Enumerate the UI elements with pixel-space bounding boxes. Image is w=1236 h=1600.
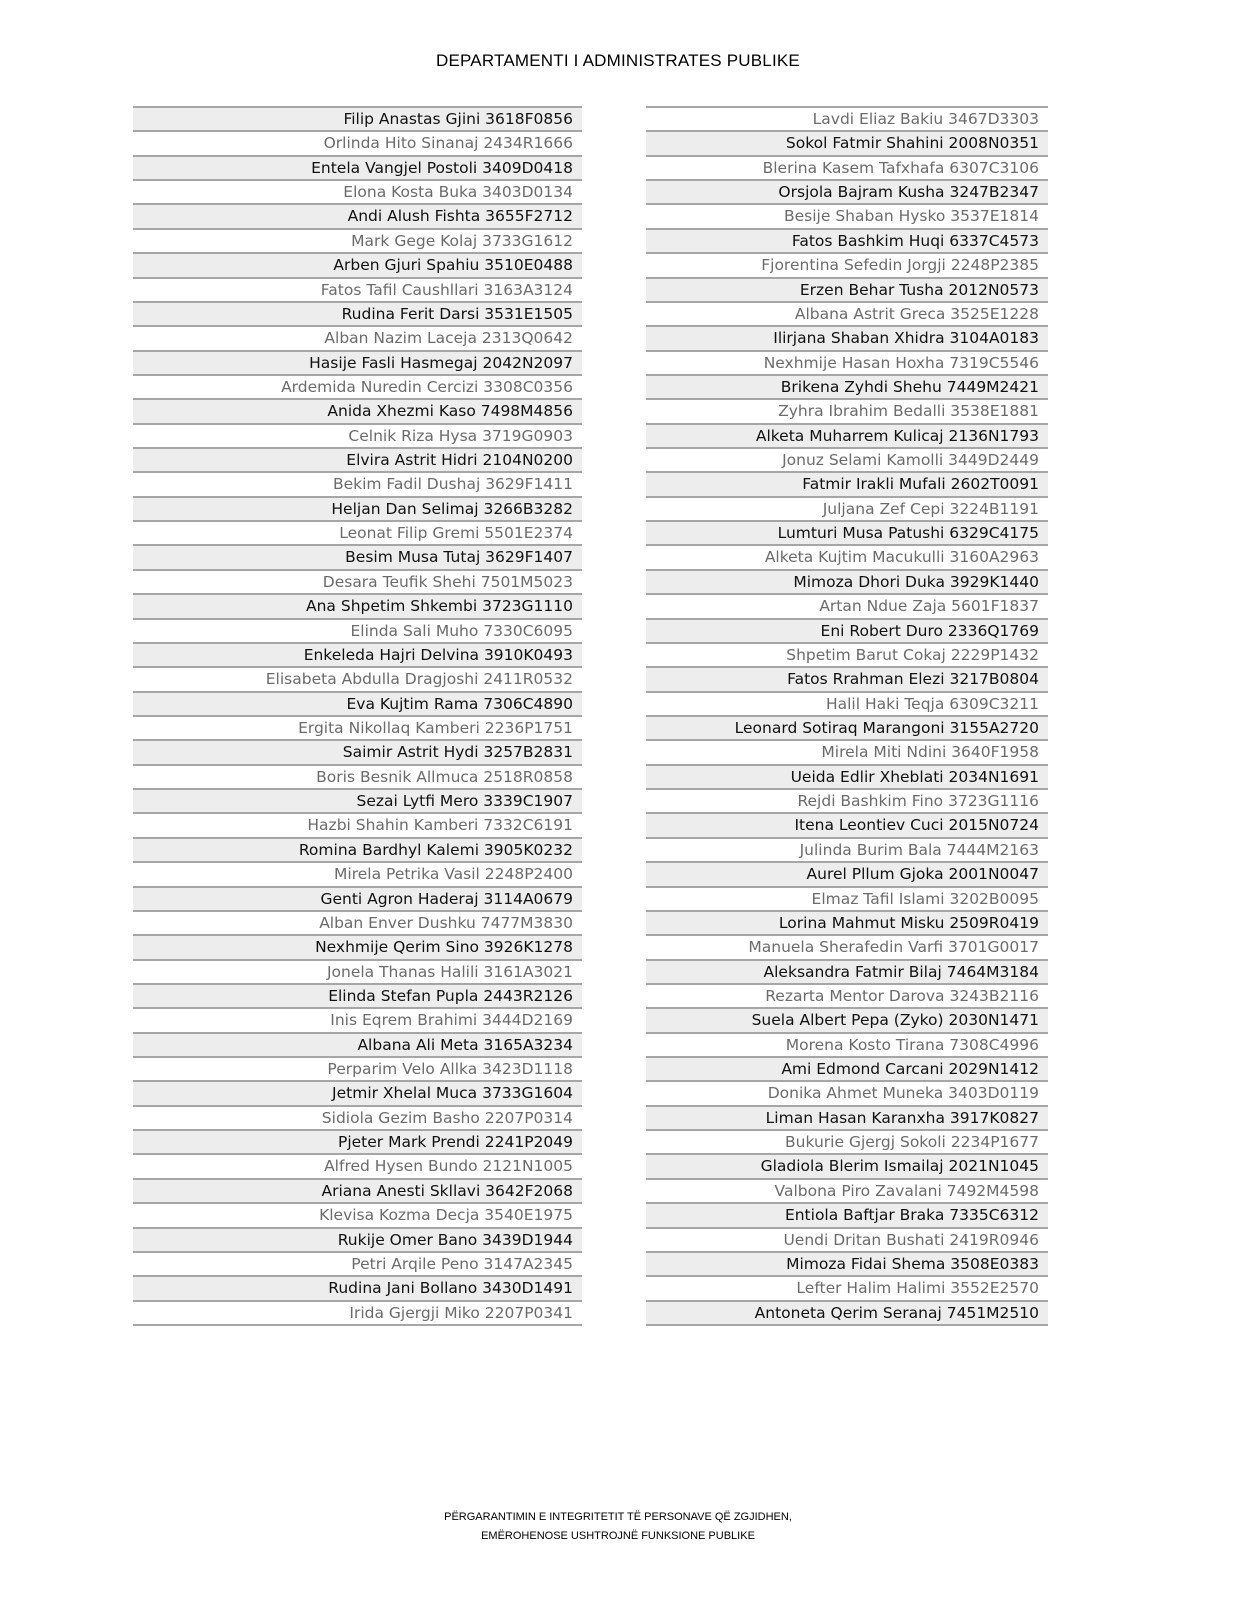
list-item: Lavdi Eliaz Bakiu 3467D3303 xyxy=(646,106,1048,130)
page-title: DEPARTAMENTI I ADMINISTRATES PUBLIKE xyxy=(436,51,800,70)
list-item: Hasije Fasli Hasmegaj 2042N2097 xyxy=(133,350,582,374)
list-item: Gladiola Blerim Ismailaj 2021N1045 xyxy=(646,1153,1048,1177)
footer-line-1: PËRGARANTIMIN E INTEGRITETIT TË PERSONAVE QË ZGJIDHEN, xyxy=(444,1511,792,1523)
list-item: Irida Gjergji Miko 2207P0341 xyxy=(133,1300,582,1327)
list-item: Jonuz Selami Kamolli 3449D2449 xyxy=(646,447,1048,471)
list-item: Liman Hasan Karanxha 3917K0827 xyxy=(646,1105,1048,1129)
list-item: Fatmir Irakli Mufali 2602T0091 xyxy=(646,471,1048,495)
list-item: Saimir Astrit Hydi 3257B2831 xyxy=(133,739,582,763)
list-item: Filip Anastas Gjini 3618F0856 xyxy=(133,106,582,130)
list-item: Alban Nazim Laceja 2313Q0642 xyxy=(133,325,582,349)
list-item: Erzen Behar Tusha 2012N0573 xyxy=(646,277,1048,301)
right-column xyxy=(646,106,1048,1326)
list-item: Romina Bardhyl Kalemi 3905K0232 xyxy=(133,837,582,861)
list-item: Eni Robert Duro 2336Q1769 xyxy=(646,618,1048,642)
list-item: Aurel Pllum Gjoka 2001N0047 xyxy=(646,861,1048,885)
list-item: Alketa Kujtim Macukulli 3160A2963 xyxy=(646,544,1048,568)
list-item: Alfred Hysen Bundo 2121N1005 xyxy=(133,1153,582,1177)
list-item: Juljana Zef Cepi 3224B1191 xyxy=(646,496,1048,520)
list-item: Entela Vangjel Postoli 3409D0418 xyxy=(133,155,582,179)
list-item: Artan Ndue Zaja 5601F1837 xyxy=(646,593,1048,617)
list-item: Nexhmije Qerim Sino 3926K1278 xyxy=(133,934,582,958)
list-item: Rudina Jani Bollano 3430D1491 xyxy=(133,1275,582,1299)
list-item: Ergita Nikollaq Kamberi 2236P1751 xyxy=(133,715,582,739)
list-item: Mirela Miti Ndini 3640F1958 xyxy=(646,739,1048,763)
list-item: Blerina Kasem Tafxhafa 6307C3106 xyxy=(646,155,1048,179)
list-item: Hazbi Shahin Kamberi 7332C6191 xyxy=(133,812,582,836)
list-item: Aleksandra Fatmir Bilaj 7464M3184 xyxy=(646,959,1048,983)
list-item: Desara Teufik Shehi 7501M5023 xyxy=(133,569,582,593)
left-column xyxy=(133,106,582,1326)
list-item: Orlinda Hito Sinanaj 2434R1666 xyxy=(133,130,582,154)
list-item: Nexhmije Hasan Hoxha 7319C5546 xyxy=(646,350,1048,374)
footer-line-2: EMËROHENOSE USHTROJNË FUNKSIONE PUBLIKE xyxy=(481,1530,755,1542)
list-item: Suela Albert Pepa (Zyko) 2030N1471 xyxy=(646,1007,1048,1031)
list-item: Boris Besnik Allmuca 2518R0858 xyxy=(133,764,582,788)
list-item: Entiola Baftjar Braka 7335C6312 xyxy=(646,1202,1048,1226)
list-item: Morena Kosto Tirana 7308C4996 xyxy=(646,1032,1048,1056)
list-item: Bukurie Gjergj Sokoli 2234P1677 xyxy=(646,1129,1048,1153)
list-item: Ariana Anesti Skllavi 3642F2068 xyxy=(133,1178,582,1202)
list-item: Halil Haki Teqja 6309C3211 xyxy=(646,691,1048,715)
list-item: Elona Kosta Buka 3403D0134 xyxy=(133,179,582,203)
list-item: Mark Gege Kolaj 3733G1612 xyxy=(133,228,582,252)
list-item: Mimoza Dhori Duka 3929K1440 xyxy=(646,569,1048,593)
list-item: Lorina Mahmut Misku 2509R0419 xyxy=(646,910,1048,934)
list-item: Brikena Zyhdi Shehu 7449M2421 xyxy=(646,374,1048,398)
list-item: Andi Alush Fishta 3655F2712 xyxy=(133,203,582,227)
list-item: Manuela Sherafedin Varfi 3701G0017 xyxy=(646,934,1048,958)
left-name-list xyxy=(133,106,582,1326)
list-item: Albana Astrit Greca 3525E1228 xyxy=(646,301,1048,325)
list-item: Elisabeta Abdulla Dragjoshi 2411R0532 xyxy=(133,666,582,690)
list-item: Fatos Tafil Caushllari 3163A3124 xyxy=(133,277,582,301)
list-item: Ueida Edlir Xheblati 2034N1691 xyxy=(646,764,1048,788)
footer xyxy=(0,1508,1236,1546)
list-item: Leonard Sotiraq Marangoni 3155A2720 xyxy=(646,715,1048,739)
list-item: Eva Kujtim Rama 7306C4890 xyxy=(133,691,582,715)
list-item: Celnik Riza Hysa 3719G0903 xyxy=(133,423,582,447)
list-item: Ana Shpetim Shkembi 3723G1110 xyxy=(133,593,582,617)
list-item: Mirela Petrika Vasil 2248P2400 xyxy=(133,861,582,885)
list-item: Zyhra Ibrahim Bedalli 3538E1881 xyxy=(646,398,1048,422)
list-item: Ardemida Nuredin Cercizi 3308C0356 xyxy=(133,374,582,398)
list-item: Lefter Halim Halimi 3552E2570 xyxy=(646,1275,1048,1299)
list-item: Elinda Sali Muho 7330C6095 xyxy=(133,618,582,642)
list-item: Orsjola Bajram Kusha 3247B2347 xyxy=(646,179,1048,203)
list-item: Jonela Thanas Halili 3161A3021 xyxy=(133,959,582,983)
list-item: Sokol Fatmir Shahini 2008N0351 xyxy=(646,130,1048,154)
list-item: Shpetim Barut Cokaj 2229P1432 xyxy=(646,642,1048,666)
list-item: Alketa Muharrem Kulicaj 2136N1793 xyxy=(646,423,1048,447)
list-item: Fatos Rrahman Elezi 3217B0804 xyxy=(646,666,1048,690)
list-item: Sezai Lytfi Mero 3339C1907 xyxy=(133,788,582,812)
list-item: Lumturi Musa Patushi 6329C4175 xyxy=(646,520,1048,544)
list-item: Rudina Ferit Darsi 3531E1505 xyxy=(133,301,582,325)
list-item: Arben Gjuri Spahiu 3510E0488 xyxy=(133,252,582,276)
list-item: Elvira Astrit Hidri 2104N0200 xyxy=(133,447,582,471)
list-item: Julinda Burim Bala 7444M2163 xyxy=(646,837,1048,861)
list-item: Besije Shaban Hysko 3537E1814 xyxy=(646,203,1048,227)
list-item: Fjorentina Sefedin Jorgji 2248P2385 xyxy=(646,252,1048,276)
list-item: Alban Enver Dushku 7477M3830 xyxy=(133,910,582,934)
right-name-list xyxy=(646,106,1048,1326)
list-item: Ilirjana Shaban Xhidra 3104A0183 xyxy=(646,325,1048,349)
list-item: Rejdi Bashkim Fino 3723G1116 xyxy=(646,788,1048,812)
list-item: Besim Musa Tutaj 3629F1407 xyxy=(133,544,582,568)
list-item: Valbona Piro Zavalani 7492M4598 xyxy=(646,1178,1048,1202)
list-item: Jetmir Xhelal Muca 3733G1604 xyxy=(133,1080,582,1104)
list-item: Fatos Bashkim Huqi 6337C4573 xyxy=(646,228,1048,252)
list-item: Anida Xhezmi Kaso 7498M4856 xyxy=(133,398,582,422)
list-item: Leonat Filip Gremi 5501E2374 xyxy=(133,520,582,544)
list-item: Perparim Velo Allka 3423D1118 xyxy=(133,1056,582,1080)
list-item: Heljan Dan Selimaj 3266B3282 xyxy=(133,496,582,520)
list-item: Sidiola Gezim Basho 2207P0314 xyxy=(133,1105,582,1129)
list-item: Donika Ahmet Muneka 3403D0119 xyxy=(646,1080,1048,1104)
list-item: Bekim Fadil Dushaj 3629F1411 xyxy=(133,471,582,495)
list-item: Elmaz Tafil Islami 3202B0095 xyxy=(646,886,1048,910)
list-item: Itena Leontiev Cuci 2015N0724 xyxy=(646,812,1048,836)
list-item: Rezarta Mentor Darova 3243B2116 xyxy=(646,983,1048,1007)
list-item: Genti Agron Haderaj 3114A0679 xyxy=(133,886,582,910)
list-item: Albana Ali Meta 3165A3234 xyxy=(133,1032,582,1056)
list-item: Antoneta Qerim Seranaj 7451M2510 xyxy=(646,1300,1048,1327)
list-item: Mimoza Fidai Shema 3508E0383 xyxy=(646,1251,1048,1275)
list-item: Elinda Stefan Pupla 2443R2126 xyxy=(133,983,582,1007)
list-item: Klevisa Kozma Decja 3540E1975 xyxy=(133,1202,582,1226)
list-item: Uendi Dritan Bushati 2419R0946 xyxy=(646,1227,1048,1251)
list-item: Pjeter Mark Prendi 2241P2049 xyxy=(133,1129,582,1153)
list-item: Ami Edmond Carcani 2029N1412 xyxy=(646,1056,1048,1080)
list-item: Petri Arqile Peno 3147A2345 xyxy=(133,1251,582,1275)
list-item: Enkeleda Hajri Delvina 3910K0493 xyxy=(133,642,582,666)
list-item: Inis Eqrem Brahimi 3444D2169 xyxy=(133,1007,582,1031)
list-item: Rukije Omer Bano 3439D1944 xyxy=(133,1227,582,1251)
